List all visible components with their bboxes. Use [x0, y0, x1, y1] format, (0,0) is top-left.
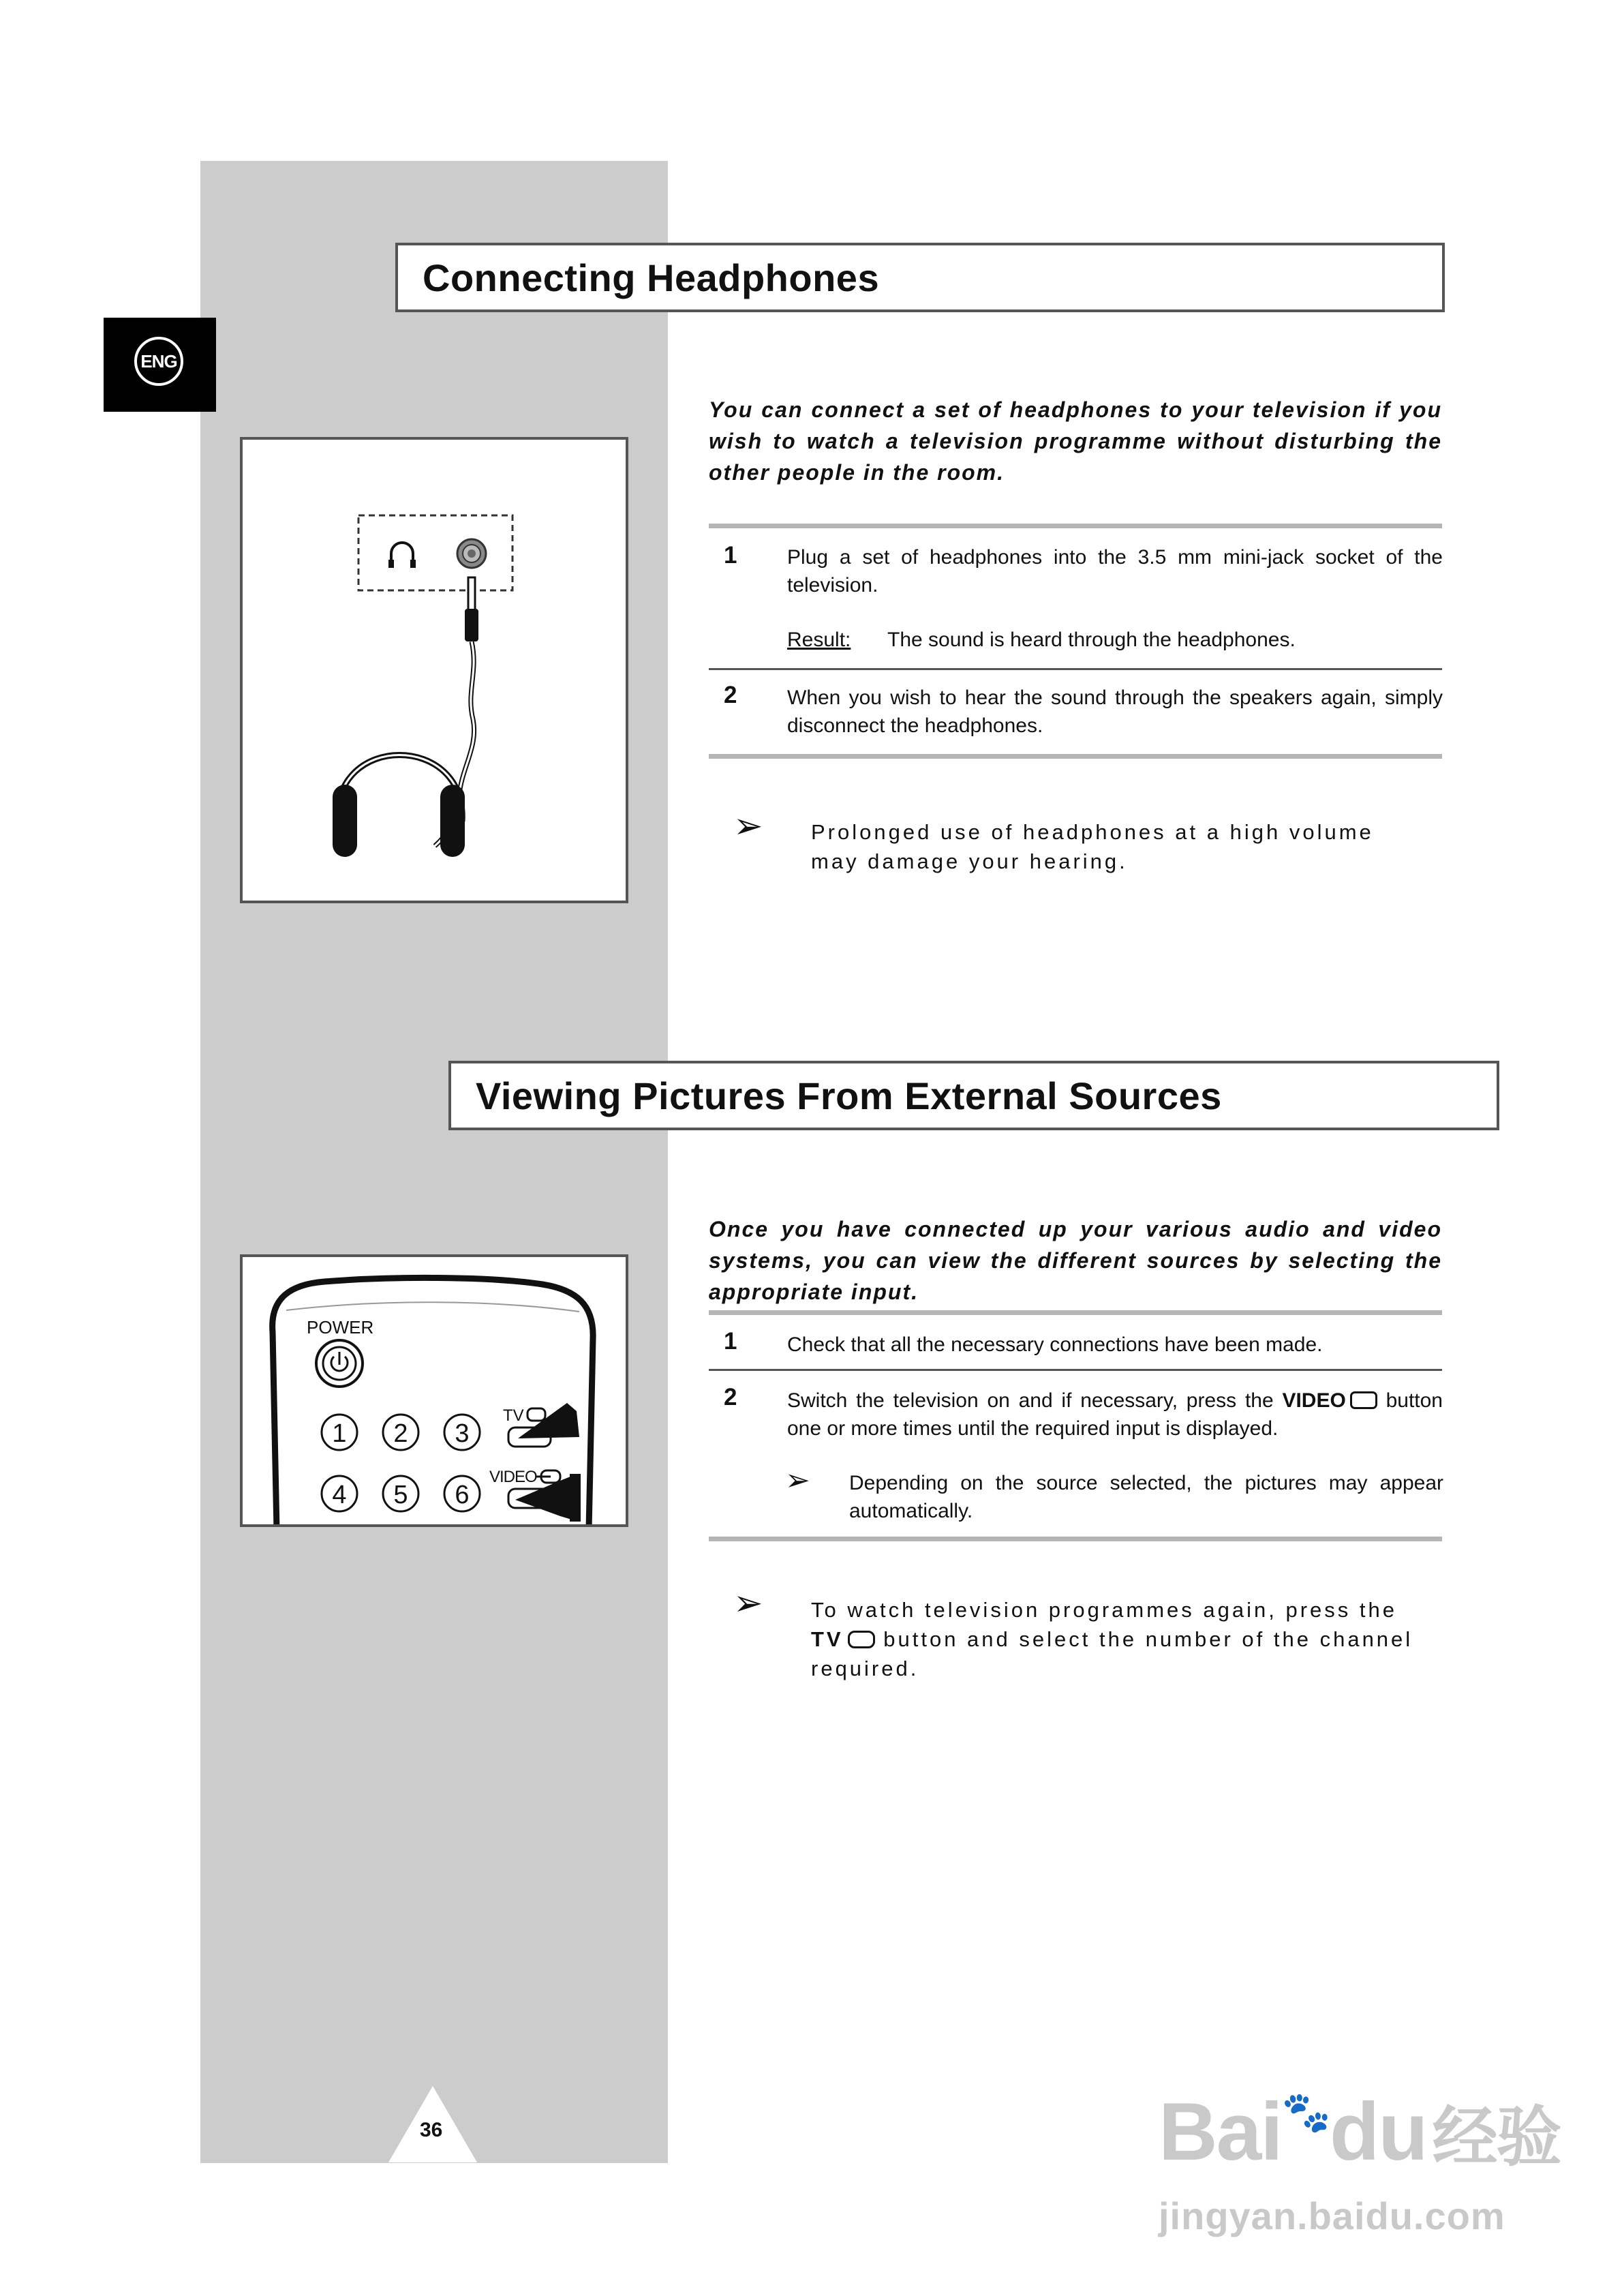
section1-top-rule: [709, 524, 1442, 528]
headphone-jack-icon: [388, 543, 416, 568]
step-text: [787, 1387, 1443, 1442]
step-text-part: Switch the television on and if necessary, press the: [787, 1389, 1274, 1412]
tv-label: TV: [503, 1406, 524, 1425]
digit-button-3: 3: [455, 1419, 470, 1448]
video-label: VIDEO: [489, 1468, 537, 1486]
section1-intro: You can connect a set of headphones to your television if you wish to watch a television programme without disturbing the other people in the room.: [709, 397, 1442, 485]
result-label: Result:: [787, 629, 851, 651]
sub-note-arrow-icon: ➢: [785, 1464, 810, 1497]
remote-drawing: [243, 1257, 626, 1524]
step-number: 1: [724, 1328, 737, 1355]
step-divider: [709, 668, 1442, 670]
tv-button-label: TV: [811, 1627, 844, 1651]
section2-note: [811, 1595, 1424, 1683]
step-text: Check that all the necessary connections have been made.: [787, 1333, 1323, 1356]
video-input-icon: [1350, 1391, 1377, 1409]
mini-jack-socket-icon: [457, 539, 486, 568]
digit-button-2: 2: [393, 1419, 408, 1448]
video-button-label: VIDEO: [1282, 1389, 1346, 1412]
section2-top-rule: [709, 1310, 1442, 1315]
section1-bottom-rule: [709, 754, 1442, 759]
digit-button-5: 5: [393, 1481, 408, 1509]
watermark-url: jingyan.baidu.com: [1159, 2194, 1505, 2237]
sub-note: Depending on the source selected, the pictures may appear automatically.: [849, 1472, 1443, 1522]
tv-button-icon: [848, 1631, 875, 1648]
step-text: When you wish to hear the sound through the speakers again, simply disconnect the headphones.: [787, 686, 1443, 737]
language-badge: ENG: [134, 337, 183, 386]
watermark-brand: Bai: [1159, 2086, 1282, 2177]
section1-note: Prolonged use of headphones at a high volume may damage your hearing.: [811, 820, 1374, 873]
note-part: button and select the number of the channel required.: [811, 1627, 1413, 1680]
power-button-icon: [316, 1340, 363, 1387]
watermark-logo: [1159, 2085, 1561, 2179]
result-text: The sound is heard through the headphones.: [887, 629, 1296, 651]
step-text: Plug a set of headphones into the 3.5 mm mini-jack socket of the television.: [787, 546, 1443, 596]
note-arrow-icon: ➢: [733, 806, 763, 846]
paw-icon: 🐾: [1281, 2090, 1330, 2134]
page-number: 36: [420, 2119, 443, 2141]
power-label: POWER: [307, 1317, 374, 1338]
section2-intro: Once you have connected up your various audio and video systems, you can view the different sources by selecting the appropriate input.: [709, 1217, 1442, 1304]
watermark-brand2: du: [1329, 2086, 1427, 2177]
section-title-headphones: Connecting Headphones: [395, 243, 1445, 312]
step-number: 2: [724, 1384, 737, 1410]
step-divider: [709, 1369, 1442, 1371]
headphones-drawing: [243, 440, 626, 901]
digit-button-6: 6: [455, 1481, 470, 1509]
section2-bottom-rule: [709, 1537, 1442, 1541]
note-arrow-icon: ➢: [733, 1584, 763, 1623]
digit-button-1: 1: [332, 1419, 347, 1448]
step-number: 1: [724, 542, 737, 569]
language-tab: [104, 318, 216, 412]
digit-button-4: 4: [332, 1481, 347, 1509]
headphones-illustration: [240, 437, 628, 903]
note-part: To watch television programmes again, press the: [811, 1598, 1397, 1622]
remote-control-illustration: [240, 1254, 628, 1527]
step-number: 2: [724, 682, 737, 708]
section-title-external-sources: Viewing Pictures From External Sources: [448, 1061, 1499, 1130]
watermark-cn: 经验: [1432, 2101, 1561, 2174]
step-text-part: button one or more times until the required input is displayed.: [787, 1389, 1443, 1440]
